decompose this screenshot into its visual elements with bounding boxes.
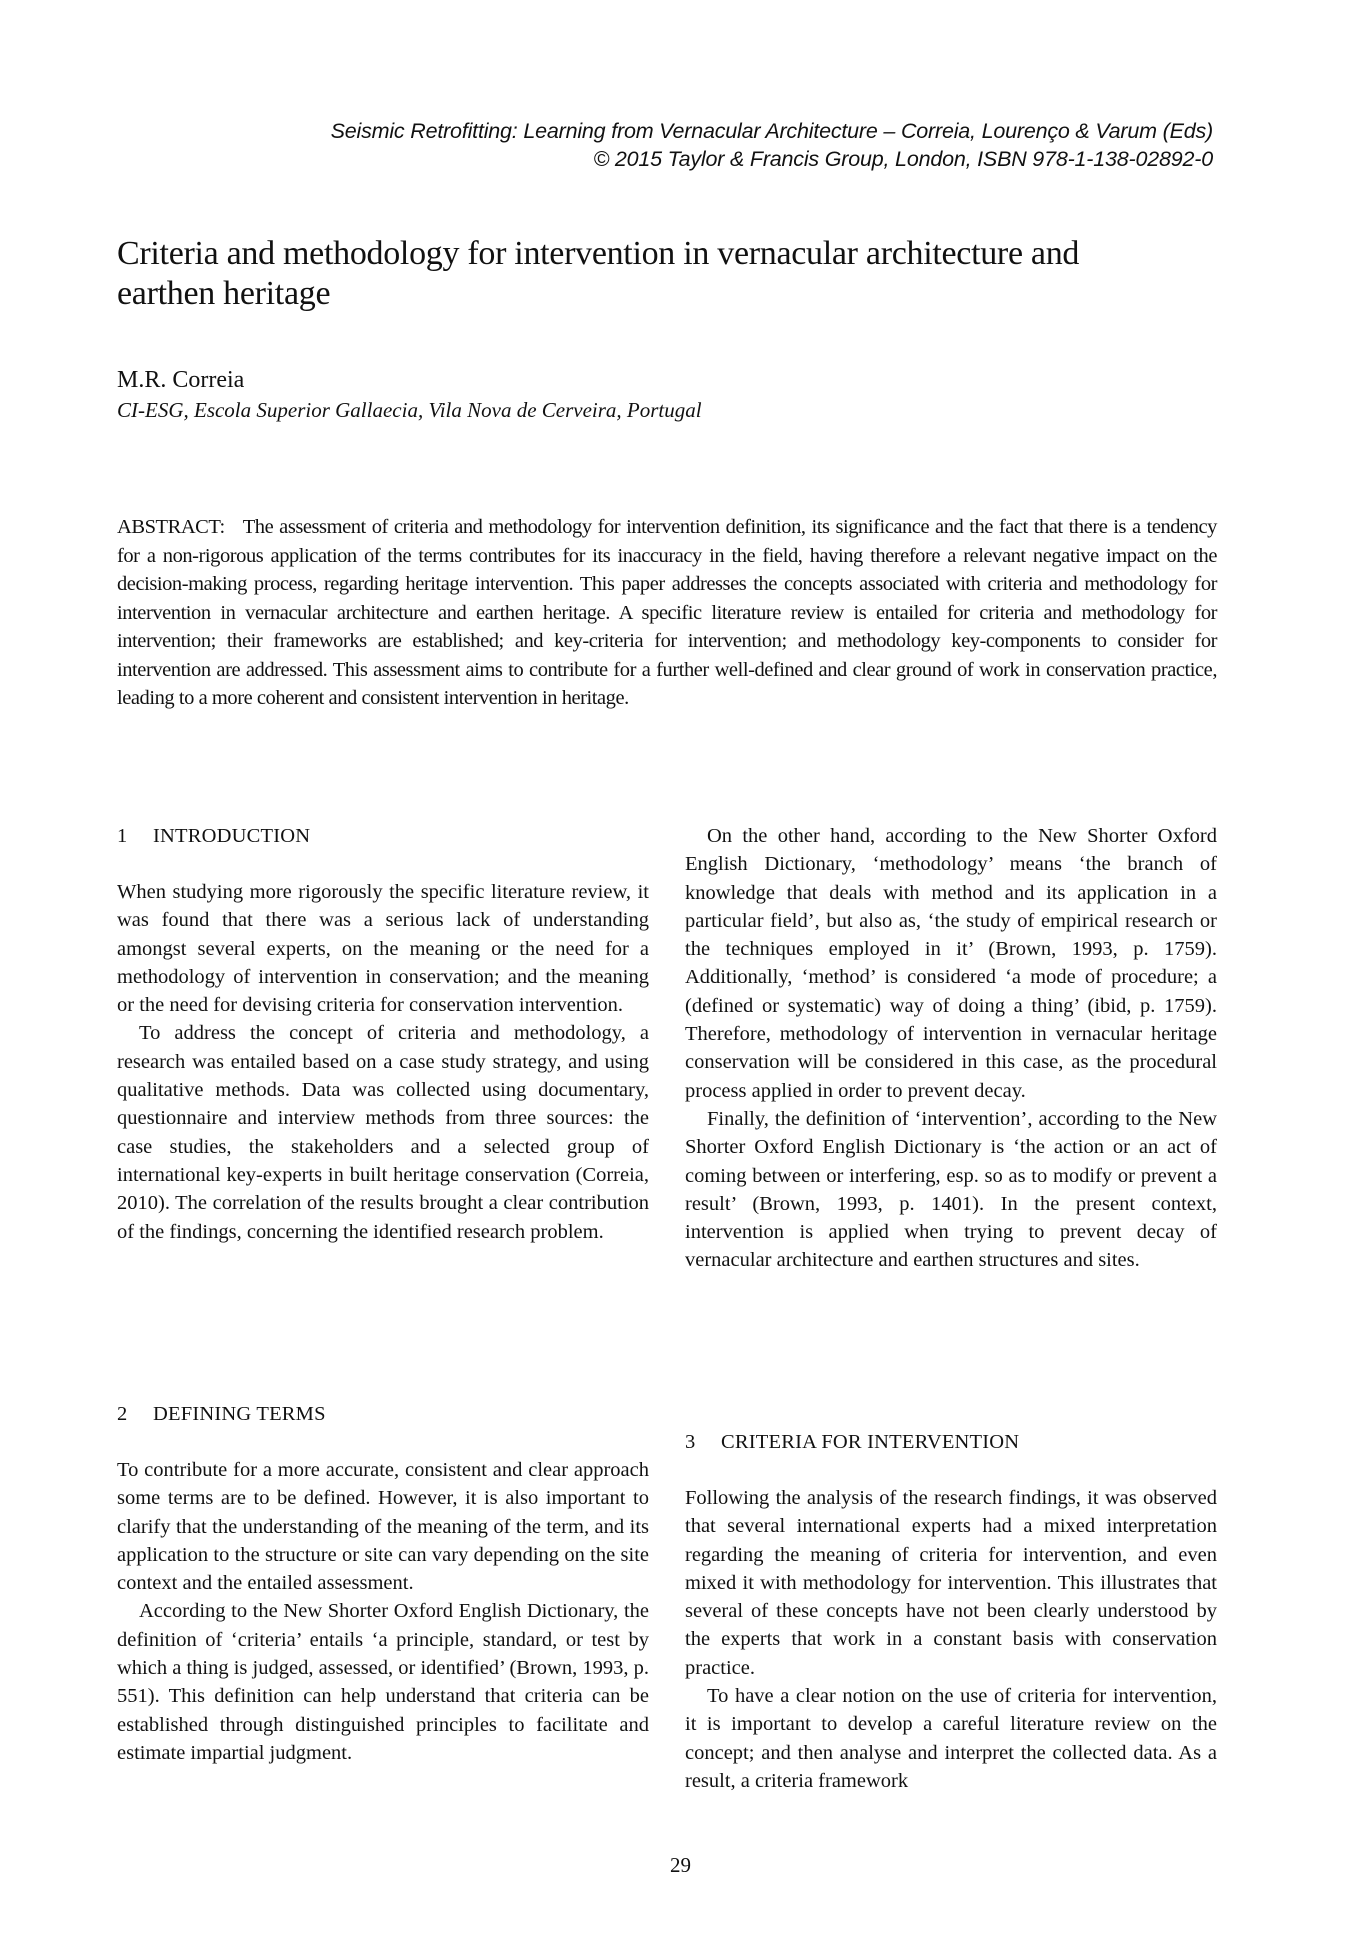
page-number: 29 [670,1853,691,1877]
section-heading: 2 DEFINING TERMS [117,1403,326,1425]
author-affiliation: CI-ESG, Escola Superior Gallaecia, Vila Nova de Cerveira, Portugal [117,398,702,422]
paragraph: On the other hand, according to the New Shorter Oxford English Dictionary, ‘methodology’ means ‘the branch of knowledge that deals with method and its application in a particular field’, but also as, ‘the study of empirical research or the techniques employed in it’ (Brown, 1993, p. 1759). Additionally, ‘method’ is considered ‘a mode of procedure; a (defined or systematic) way of doing a thing’ (ibid, p. 1759). Therefore, methodology of intervention in vernacular heritage conservation will be considered in this case, as the procedural process applied in order to prevent decay. [685,825,1217,1102]
paragraph: To contribute for a more accurate, consistent and clear approach some terms are to be defined. However, it is also important to clarify that the understanding of the meaning of the term, and its application to the structure or site can vary depending on the site context and the entailed assessment. [117,1459,649,1595]
paragraph: When studying more rigorously the specific literature review, it was found that there was a serious lack of understanding amongst several experts, on the meaning or the need for a methodology of intervention in conservation; and the meaning or the need for devising criteria for conservation intervention. [117,881,649,1017]
section-heading: 3 CRITERIA FOR INTERVENTION [685,1431,1020,1453]
running-header-book: Seismic Retrofitting: Learning from Vernacular Architecture – Correia, Lourenço & Varum (Eds) [330,119,1213,143]
paper-title: Criteria and methodology for intervention in vernacular architecture and earthen heritage [117,235,1080,312]
paragraph: According to the New Shorter Oxford English Dictionary, the definition of ‘criteria’ entails ‘a principle, standard, or test by which a thing is judged, assessed, or identified’ (Brown, 1993, p. 551). This definition can help understand that criteria can be established through distinguished principles to facilitate and estimate impartial judgment. [117,1600,649,1764]
paragraph: To have a clear notion on the use of criteria for intervention, it is important to develop a careful literature review on the concept; and then analyse and interpret the collected data. As a result, a criteria framework [685,1685,1217,1792]
abstract [117,513,1217,713]
paragraph: To address the concept of criteria and methodology, a research was entailed based on a case study strategy, and using qualitative methods. Data was collected using documentary, questionnaire and interview methods from three sources: the case studies, the stakeholders and a selected group of international key-experts in built heritage conservation (Correia, 2010). The correlation of the results brought a clear contribution of the findings, concerning the identified research problem. [117,1022,649,1243]
paragraph: Finally, the definition of ‘intervention’, according to the New Shorter Oxford English Dictionary is ‘the action or an act of coming between or interfering, esp. so as to modify or prevent a result’ (Brown, 1993, p. 1401). In the present context, intervention is applied when trying to prevent decay of vernacular architecture and earthen structures and sites. [685,1107,1217,1272]
section-defining-terms-continued [685,822,1217,1275]
section-defining-terms [117,1400,649,1767]
abstract-text: The assessment of criteria and methodology for intervention definition, its significance and the fact that there is a tendency for a non-rigorous application of the terms contributes for its inaccuracy in the field, having therefore a relevant negative impact on the decision-making process, regarding heritage intervention. This paper addresses the concepts associated with criteria and methodology for intervention in vernacular architecture and earthen heritage. A specific literature review is entailed for criteria and methodology for intervention; their frameworks are established; and key-criteria for intervention; and methodology key-components to consider for intervention are addressed. This assessment aims to contribute for a further well-defined and clear ground of work in conservation practice, leading to a more coherent and consistent intervention in heritage. [117,516,1217,709]
section-criteria-for-intervention [685,1428,1217,1795]
running-header-copyright: © 2015 Taylor & Francis Group, London, ISBN 978-1-138-02892-0 [593,147,1213,171]
section-heading: 1 INTRODUCTION [117,825,311,847]
author-name: M.R. Correia [117,367,245,393]
section-introduction [117,822,649,1246]
running-header [331,117,1213,173]
paragraph: Following the analysis of the research findings, it was observed that several international experts had a mixed interpretation regarding the meaning of criteria for intervention, and even mixed it with methodology for intervention. This illustrates that several of these concepts have not been clearly understood by the experts that work in a constant basis with conservation practice. [685,1487,1217,1679]
abstract-label: ABSTRACT: [117,516,225,538]
